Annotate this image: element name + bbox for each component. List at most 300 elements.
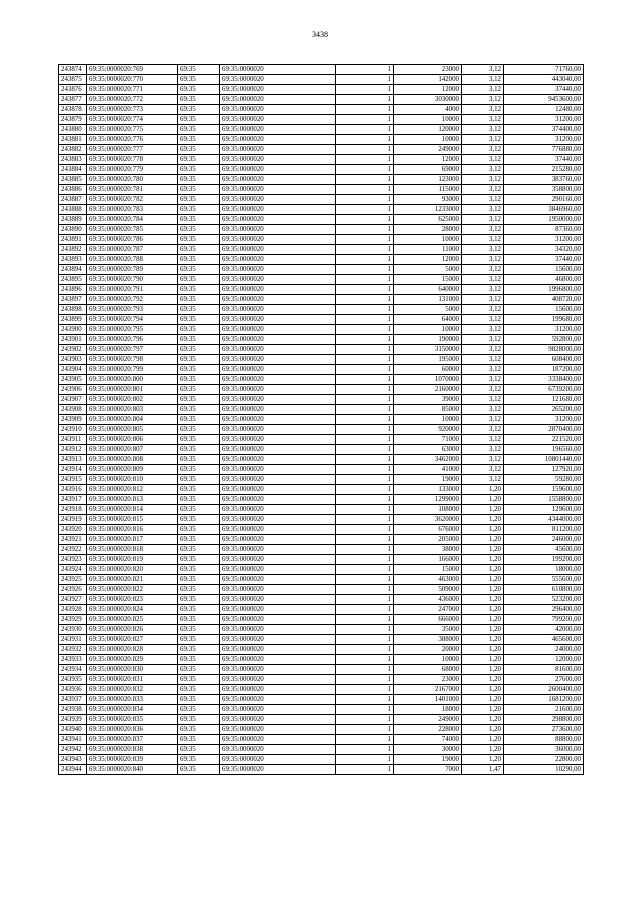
cadastral-number-cell: 69:35:0000020:830 <box>87 665 178 675</box>
cadastral-number-cell: 69:35:0000020:785 <box>87 225 178 235</box>
cadastral-number-cell: 69:35:0000020:822 <box>87 585 178 595</box>
record-id-cell: 243877 <box>59 95 87 105</box>
rate-cell: 1,20 <box>462 675 504 685</box>
count-cell: 1 <box>336 275 394 285</box>
cadastral-value-cell: 199680,00 <box>504 315 584 325</box>
area-cell: 15000 <box>394 275 462 285</box>
record-id-cell: 243936 <box>59 685 87 695</box>
count-cell: 1 <box>336 365 394 375</box>
district-code-cell: 69:35 <box>178 685 220 695</box>
cadastral-number-cell: 69:35:0000020:821 <box>87 575 178 585</box>
count-cell: 1 <box>336 665 394 675</box>
area-cell: 676000 <box>394 525 462 535</box>
area-cell: 63000 <box>394 445 462 455</box>
record-id-cell: 243929 <box>59 615 87 625</box>
district-code-cell: 69:35 <box>178 85 220 95</box>
area-cell: 28000 <box>394 225 462 235</box>
count-cell: 1 <box>336 395 394 405</box>
cadastral-number-cell: 69:35:0000020:810 <box>87 475 178 485</box>
rate-cell: 3,12 <box>462 65 504 75</box>
area-cell: 23000 <box>394 65 462 75</box>
table-row <box>59 375 584 385</box>
area-cell: 249000 <box>394 145 462 155</box>
record-id-cell: 243899 <box>59 315 87 325</box>
table-row <box>59 325 584 335</box>
table-row <box>59 505 584 515</box>
table-row <box>59 115 584 125</box>
record-id-cell: 243943 <box>59 755 87 765</box>
area-cell: 19000 <box>394 755 462 765</box>
area-cell: 18000 <box>394 705 462 715</box>
cadastral-block-cell: 69:35:0000020 <box>220 115 336 125</box>
table-row <box>59 315 584 325</box>
area-cell: 4000 <box>394 105 462 115</box>
area-cell: 10000 <box>394 655 462 665</box>
rate-cell: 3,12 <box>462 385 504 395</box>
table-row <box>59 405 584 415</box>
cadastral-number-cell: 69:35:0000020:816 <box>87 525 178 535</box>
area-cell: 249000 <box>394 715 462 725</box>
rate-cell: 3,12 <box>462 285 504 295</box>
cadastral-number-cell: 69:35:0000020:771 <box>87 85 178 95</box>
record-id-cell: 243925 <box>59 575 87 585</box>
cadastral-number-cell: 69:35:0000020:832 <box>87 685 178 695</box>
area-cell: 388000 <box>394 635 462 645</box>
district-code-cell: 69:35 <box>178 515 220 525</box>
cadastral-value-cell: 34320,00 <box>504 245 584 255</box>
table-row <box>59 715 584 725</box>
district-code-cell: 69:35 <box>178 295 220 305</box>
rate-cell: 3,12 <box>462 405 504 415</box>
count-cell: 1 <box>336 725 394 735</box>
cadastral-value-cell: 555600,00 <box>504 575 584 585</box>
cadastral-value-cell: 27600,00 <box>504 675 584 685</box>
count-cell: 1 <box>336 215 394 225</box>
area-cell: 12000 <box>394 155 462 165</box>
table-row <box>59 705 584 715</box>
table-row <box>59 585 584 595</box>
count-cell: 1 <box>336 575 394 585</box>
cadastral-value-cell: 4344000,00 <box>504 515 584 525</box>
rate-cell: 3,12 <box>462 325 504 335</box>
table-row <box>59 145 584 155</box>
record-id-cell: 243905 <box>59 375 87 385</box>
rate-cell: 1,20 <box>462 655 504 665</box>
table-row <box>59 445 584 455</box>
area-cell: 5000 <box>394 265 462 275</box>
cadastral-block-cell: 69:35:0000020 <box>220 205 336 215</box>
record-id-cell: 243911 <box>59 435 87 445</box>
cadastral-number-cell: 69:35:0000020:795 <box>87 325 178 335</box>
record-id-cell: 243927 <box>59 595 87 605</box>
cadastral-value-cell: 273600,00 <box>504 725 584 735</box>
district-code-cell: 69:35 <box>178 435 220 445</box>
record-id-cell: 243921 <box>59 535 87 545</box>
district-code-cell: 69:35 <box>178 675 220 685</box>
cadastral-block-cell: 69:35:0000020 <box>220 245 336 255</box>
area-cell: 10000 <box>394 325 462 335</box>
table-row <box>59 745 584 755</box>
cadastral-number-cell: 69:35:0000020:837 <box>87 735 178 745</box>
record-id-cell: 243920 <box>59 525 87 535</box>
count-cell: 1 <box>336 605 394 615</box>
area-cell: 131000 <box>394 295 462 305</box>
cadastral-value-cell: 15600,00 <box>504 265 584 275</box>
count-cell: 1 <box>336 265 394 275</box>
rate-cell: 1,20 <box>462 555 504 565</box>
cadastral-block-cell: 69:35:0000020 <box>220 235 336 245</box>
cadastral-block-cell: 69:35:0000020 <box>220 355 336 365</box>
table-row <box>59 355 584 365</box>
cadastral-number-cell: 69:35:0000020:825 <box>87 615 178 625</box>
rate-cell: 1,20 <box>462 755 504 765</box>
cadastral-number-cell: 69:35:0000020:839 <box>87 755 178 765</box>
rate-cell: 1,20 <box>462 645 504 655</box>
area-cell: 19000 <box>394 475 462 485</box>
count-cell: 1 <box>336 655 394 665</box>
table-row <box>59 495 584 505</box>
cadastral-number-cell: 69:35:0000020:818 <box>87 545 178 555</box>
rate-cell: 3,12 <box>462 95 504 105</box>
area-cell: 11000 <box>394 245 462 255</box>
rate-cell: 1,20 <box>462 595 504 605</box>
district-code-cell: 69:35 <box>178 545 220 555</box>
rate-cell: 3,12 <box>462 395 504 405</box>
count-cell: 1 <box>336 145 394 155</box>
cadastral-value-cell: 10801440,00 <box>504 455 584 465</box>
district-code-cell: 69:35 <box>178 385 220 395</box>
table-row <box>59 765 584 775</box>
cadastral-block-cell: 69:35:0000020 <box>220 455 336 465</box>
area-cell: 205000 <box>394 535 462 545</box>
area-cell: 23000 <box>394 675 462 685</box>
table-row <box>59 345 584 355</box>
cadastral-number-cell: 69:35:0000020:772 <box>87 95 178 105</box>
cadastral-number-cell: 69:35:0000020:836 <box>87 725 178 735</box>
cadastral-value-cell: 443040,00 <box>504 75 584 85</box>
cadastral-block-cell: 69:35:0000020 <box>220 305 336 315</box>
table-row <box>59 395 584 405</box>
count-cell: 1 <box>336 735 394 745</box>
cadastral-block-cell: 69:35:0000020 <box>220 285 336 295</box>
district-code-cell: 69:35 <box>178 265 220 275</box>
cadastral-value-cell: 159600,00 <box>504 485 584 495</box>
count-cell: 1 <box>336 565 394 575</box>
record-id-cell: 243879 <box>59 115 87 125</box>
cadastral-number-cell: 69:35:0000020:826 <box>87 625 178 635</box>
rate-cell: 1,20 <box>462 665 504 675</box>
area-cell: 228000 <box>394 725 462 735</box>
district-code-cell: 69:35 <box>178 345 220 355</box>
cadastral-number-cell: 69:35:0000020:775 <box>87 125 178 135</box>
rate-cell: 3,12 <box>462 305 504 315</box>
district-code-cell: 69:35 <box>178 565 220 575</box>
record-id-cell: 243923 <box>59 555 87 565</box>
district-code-cell: 69:35 <box>178 585 220 595</box>
count-cell: 1 <box>336 65 394 75</box>
cadastral-value-cell: 10290,00 <box>504 765 584 775</box>
cadastral-block-cell: 69:35:0000020 <box>220 135 336 145</box>
area-cell: 69000 <box>394 165 462 175</box>
district-code-cell: 69:35 <box>178 215 220 225</box>
cadastral-number-cell: 69:35:0000020:790 <box>87 275 178 285</box>
cadastral-block-cell: 69:35:0000020 <box>220 715 336 725</box>
count-cell: 1 <box>336 485 394 495</box>
record-id-cell: 243922 <box>59 545 87 555</box>
table-row <box>59 545 584 555</box>
table-row <box>59 655 584 665</box>
cadastral-block-cell: 69:35:0000020 <box>220 255 336 265</box>
cadastral-block-cell: 69:35:0000020 <box>220 85 336 95</box>
district-code-cell: 69:35 <box>178 715 220 725</box>
cadastral-block-cell: 69:35:0000020 <box>220 105 336 115</box>
table-row <box>59 365 584 375</box>
rate-cell: 3,12 <box>462 105 504 115</box>
count-cell: 1 <box>336 715 394 725</box>
rate-cell: 3,12 <box>462 435 504 445</box>
district-code-cell: 69:35 <box>178 465 220 475</box>
district-code-cell: 69:35 <box>178 595 220 605</box>
record-id-cell: 243874 <box>59 65 87 75</box>
cadastral-number-cell: 69:35:0000020:804 <box>87 415 178 425</box>
count-cell: 1 <box>336 425 394 435</box>
cadastral-value-cell: 523200,00 <box>504 595 584 605</box>
cadastral-block-cell: 69:35:0000020 <box>220 65 336 75</box>
rate-cell: 1,20 <box>462 635 504 645</box>
count-cell: 1 <box>336 635 394 645</box>
area-cell: 166000 <box>394 555 462 565</box>
cadastral-value-cell: 46800,00 <box>504 275 584 285</box>
district-code-cell: 69:35 <box>178 165 220 175</box>
table-row <box>59 225 584 235</box>
cadastral-value-cell: 36000,00 <box>504 745 584 755</box>
record-id-cell: 243917 <box>59 495 87 505</box>
area-cell: 625000 <box>394 215 462 225</box>
count-cell: 1 <box>336 125 394 135</box>
rate-cell: 1,20 <box>462 505 504 515</box>
cadastral-value-cell: 88800,00 <box>504 735 584 745</box>
rate-cell: 3,12 <box>462 155 504 165</box>
table-row <box>59 695 584 705</box>
count-cell: 1 <box>336 75 394 85</box>
cadastral-block-cell: 69:35:0000020 <box>220 595 336 605</box>
cadastral-block-cell: 69:35:0000020 <box>220 365 336 375</box>
cadastral-block-cell: 69:35:0000020 <box>220 575 336 585</box>
cadastral-number-cell: 69:35:0000020:784 <box>87 215 178 225</box>
count-cell: 1 <box>336 545 394 555</box>
area-cell: 123000 <box>394 175 462 185</box>
rate-cell: 3,12 <box>462 225 504 235</box>
cadastral-block-cell: 69:35:0000020 <box>220 585 336 595</box>
rate-cell: 3,12 <box>462 75 504 85</box>
district-code-cell: 69:35 <box>178 645 220 655</box>
rate-cell: 3,12 <box>462 165 504 175</box>
district-code-cell: 69:35 <box>178 155 220 165</box>
count-cell: 1 <box>336 165 394 175</box>
table-row <box>59 95 584 105</box>
count-cell: 1 <box>336 705 394 715</box>
district-code-cell: 69:35 <box>178 145 220 155</box>
cadastral-number-cell: 69:35:0000020:788 <box>87 255 178 265</box>
count-cell: 1 <box>336 95 394 105</box>
count-cell: 1 <box>336 285 394 295</box>
cadastral-block-cell: 69:35:0000020 <box>220 295 336 305</box>
record-id-cell: 243907 <box>59 395 87 405</box>
cadastral-value-cell: 265200,00 <box>504 405 584 415</box>
area-cell: 71000 <box>394 435 462 445</box>
district-code-cell: 69:35 <box>178 525 220 535</box>
cadastral-value-cell: 358800,00 <box>504 185 584 195</box>
cadastral-number-cell: 69:35:0000020:787 <box>87 245 178 255</box>
count-cell: 1 <box>336 315 394 325</box>
cadastral-value-cell: 31200,00 <box>504 415 584 425</box>
cadastral-number-cell: 69:35:0000020:769 <box>87 65 178 75</box>
count-cell: 1 <box>336 685 394 695</box>
cadastral-block-cell: 69:35:0000020 <box>220 345 336 355</box>
cadastral-value-cell: 298800,00 <box>504 715 584 725</box>
record-id-cell: 243902 <box>59 345 87 355</box>
table-row <box>59 305 584 315</box>
table-row <box>59 335 584 345</box>
cadastral-number-cell: 69:35:0000020:793 <box>87 305 178 315</box>
district-code-cell: 69:35 <box>178 745 220 755</box>
district-code-cell: 69:35 <box>178 335 220 345</box>
cadastral-number-cell: 69:35:0000020:809 <box>87 465 178 475</box>
cadastral-number-cell: 69:35:0000020:820 <box>87 565 178 575</box>
rate-cell: 3,12 <box>462 465 504 475</box>
count-cell: 1 <box>336 345 394 355</box>
district-code-cell: 69:35 <box>178 115 220 125</box>
cadastral-number-cell: 69:35:0000020:801 <box>87 385 178 395</box>
record-id-cell: 243918 <box>59 505 87 515</box>
cadastral-value-cell: 610800,00 <box>504 585 584 595</box>
table-row <box>59 455 584 465</box>
rate-cell: 1,20 <box>462 515 504 525</box>
cadastral-value-cell: 776880,00 <box>504 145 584 155</box>
area-cell: 2167000 <box>394 685 462 695</box>
cadastral-block-cell: 69:35:0000020 <box>220 415 336 425</box>
rate-cell: 1,20 <box>462 735 504 745</box>
cadastral-block-cell: 69:35:0000020 <box>220 695 336 705</box>
area-cell: 920000 <box>394 425 462 435</box>
district-code-cell: 69:35 <box>178 315 220 325</box>
record-id-cell: 243880 <box>59 125 87 135</box>
record-id-cell: 243881 <box>59 135 87 145</box>
rate-cell: 3,12 <box>462 175 504 185</box>
rate-cell: 3,12 <box>462 275 504 285</box>
cadastral-block-cell: 69:35:0000020 <box>220 485 336 495</box>
cadastral-value-cell: 71760,00 <box>504 65 584 75</box>
cadastral-block-cell: 69:35:0000020 <box>220 75 336 85</box>
count-cell: 1 <box>336 595 394 605</box>
area-cell: 2160000 <box>394 385 462 395</box>
area-cell: 15000 <box>394 565 462 575</box>
table-row <box>59 665 584 675</box>
cadastral-block-cell: 69:35:0000020 <box>220 705 336 715</box>
cadastral-value-cell: 129600,00 <box>504 505 584 515</box>
count-cell: 1 <box>336 205 394 215</box>
cadastral-value-cell: 1996800,00 <box>504 285 584 295</box>
table-row <box>59 265 584 275</box>
cadastral-number-cell: 69:35:0000020:813 <box>87 495 178 505</box>
district-code-cell: 69:35 <box>178 635 220 645</box>
record-id-cell: 243944 <box>59 765 87 775</box>
cadastral-block-cell: 69:35:0000020 <box>220 475 336 485</box>
record-id-cell: 243909 <box>59 415 87 425</box>
cadastral-value-cell: 3338400,00 <box>504 375 584 385</box>
area-cell: 10000 <box>394 115 462 125</box>
record-id-cell: 243893 <box>59 255 87 265</box>
cadastral-block-cell: 69:35:0000020 <box>220 505 336 515</box>
count-cell: 1 <box>336 465 394 475</box>
count-cell: 1 <box>336 615 394 625</box>
record-id-cell: 243906 <box>59 385 87 395</box>
cadastral-value-cell: 196560,00 <box>504 445 584 455</box>
table-row <box>59 415 584 425</box>
record-id-cell: 243942 <box>59 745 87 755</box>
rate-cell: 1,20 <box>462 605 504 615</box>
district-code-cell: 69:35 <box>178 135 220 145</box>
cadastral-value-cell: 374400,00 <box>504 125 584 135</box>
record-id-cell: 243890 <box>59 225 87 235</box>
cadastral-value-cell: 31200,00 <box>504 135 584 145</box>
cadastral-block-cell: 69:35:0000020 <box>220 385 336 395</box>
district-code-cell: 69:35 <box>178 505 220 515</box>
record-id-cell: 243898 <box>59 305 87 315</box>
rate-cell: 3,12 <box>462 145 504 155</box>
cadastral-number-cell: 69:35:0000020:773 <box>87 105 178 115</box>
table-row <box>59 215 584 225</box>
cadastral-block-cell: 69:35:0000020 <box>220 225 336 235</box>
cadastral-value-cell: 18000,00 <box>504 565 584 575</box>
rate-cell: 1,20 <box>462 625 504 635</box>
cadastral-number-cell: 69:35:0000020:828 <box>87 645 178 655</box>
cadastral-block-cell: 69:35:0000020 <box>220 665 336 675</box>
table-row <box>59 435 584 445</box>
record-id-cell: 243934 <box>59 665 87 675</box>
count-cell: 1 <box>336 415 394 425</box>
cadastral-value-cell: 1950000,00 <box>504 215 584 225</box>
cadastral-value-cell: 127920,00 <box>504 465 584 475</box>
count-cell: 1 <box>336 305 394 315</box>
district-code-cell: 69:35 <box>178 205 220 215</box>
count-cell: 1 <box>336 355 394 365</box>
area-cell: 74000 <box>394 735 462 745</box>
count-cell: 1 <box>336 625 394 635</box>
cadastral-number-cell: 69:35:0000020:814 <box>87 505 178 515</box>
cadastral-number-cell: 69:35:0000020:805 <box>87 425 178 435</box>
table-row <box>59 685 584 695</box>
cadastral-value-cell: 31200,00 <box>504 235 584 245</box>
count-cell: 1 <box>336 155 394 165</box>
table-row <box>59 85 584 95</box>
record-id-cell: 243900 <box>59 325 87 335</box>
cadastral-block-cell: 69:35:0000020 <box>220 555 336 565</box>
cadastral-value-cell: 290160,00 <box>504 195 584 205</box>
record-id-cell: 243937 <box>59 695 87 705</box>
district-code-cell: 69:35 <box>178 425 220 435</box>
table-row <box>59 595 584 605</box>
cadastral-number-cell: 69:35:0000020:833 <box>87 695 178 705</box>
cadastral-number-cell: 69:35:0000020:783 <box>87 205 178 215</box>
cadastral-block-cell: 69:35:0000020 <box>220 275 336 285</box>
record-id-cell: 243928 <box>59 605 87 615</box>
area-cell: 463000 <box>394 575 462 585</box>
rate-cell: 3,12 <box>462 115 504 125</box>
district-code-cell: 69:35 <box>178 245 220 255</box>
cadastral-block-cell: 69:35:0000020 <box>220 545 336 555</box>
count-cell: 1 <box>336 515 394 525</box>
